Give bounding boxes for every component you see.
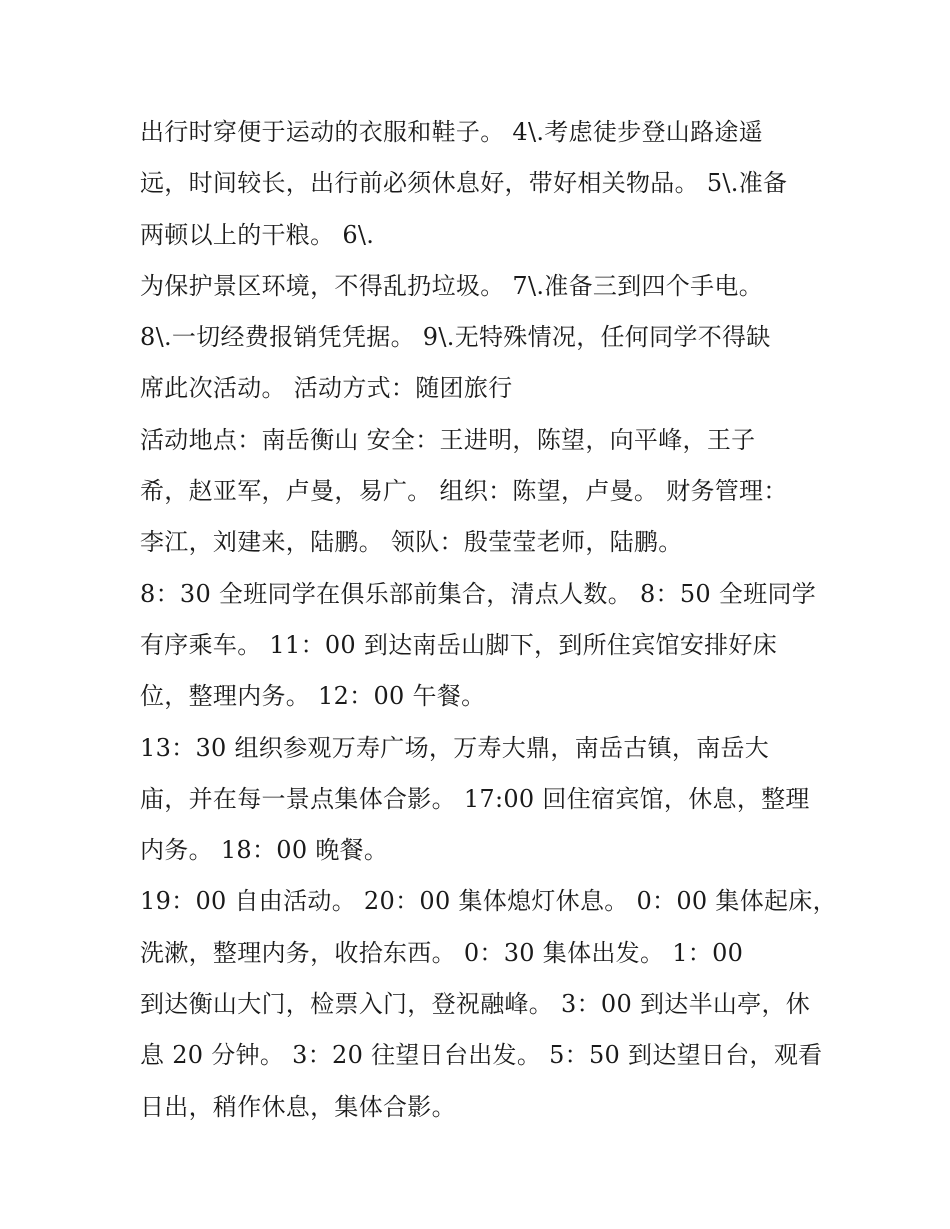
text-line: 8\.一切经费报销凭凭据。 9\.无特殊情况，任何同学不得缺 (140, 323, 771, 352)
text-line: 日出，稍作休息，集体合影。 (140, 1092, 456, 1121)
text-line: 李江，刘建来，陆鹏。 领队：殷莹莹老师，陆鹏。 (140, 528, 683, 557)
text-line: 席此次活动。 活动方式：随团旅行 (140, 374, 513, 403)
text-line: 庙，并在每一景点集体合影。 17:00 回住宿宾馆，休息，整理 (140, 784, 810, 813)
text-line: 位，整理内务。 12：00 午餐。 (140, 682, 486, 711)
text-line: 8：30 全班同学在俱乐部前集合，清点人数。 8：50 全班同学 (140, 579, 817, 608)
text-line: 两顿以上的干粮。 6\. (140, 220, 375, 249)
text-line: 内务。 18：00 晚餐。 (140, 836, 389, 865)
text-line: 为保护景区环境，不得乱扔垃圾。 7\.准备三到四个手电。 (140, 271, 764, 300)
text-line: 活动地点：南岳衡山 安全：王进明，陈望，向平峰，王子 (140, 425, 756, 454)
text-line: 到达衡山大门，检票入门，登祝融峰。 3：00 到达半山亭，休 (140, 990, 811, 1019)
text-line: 希，赵亚军，卢曼，易广。 组织：陈望，卢曼。 财务管理： (140, 477, 788, 506)
text-line: 有序乘车。 11：00 到达南岳山脚下，到所住宾馆安排好床 (140, 630, 778, 659)
text-line: 息 20 分钟。 3：20 往望日台出发。 5：50 到达望日台，观看 (140, 1041, 823, 1070)
text-line: 出行时穿便于运动的衣服和鞋子。 4\.考虑徒步登山路途遥 (140, 118, 764, 146)
text-line: 洗漱，整理内务，收拾东西。 0：30 集体出发。 1：00 (140, 938, 744, 967)
text-line: 远，时间较长，出行前必须休息好，带好相关物品。 5\.准备 (140, 169, 788, 198)
text-line: 13：30 组织参观万寿广场，万寿大鼎，南岳古镇，南岳大 (140, 733, 770, 762)
document-body (140, 107, 837, 1133)
text-line: 19：00 自由活动。 20：00 集体熄灯休息。 0：00 集体起床， (140, 887, 837, 916)
